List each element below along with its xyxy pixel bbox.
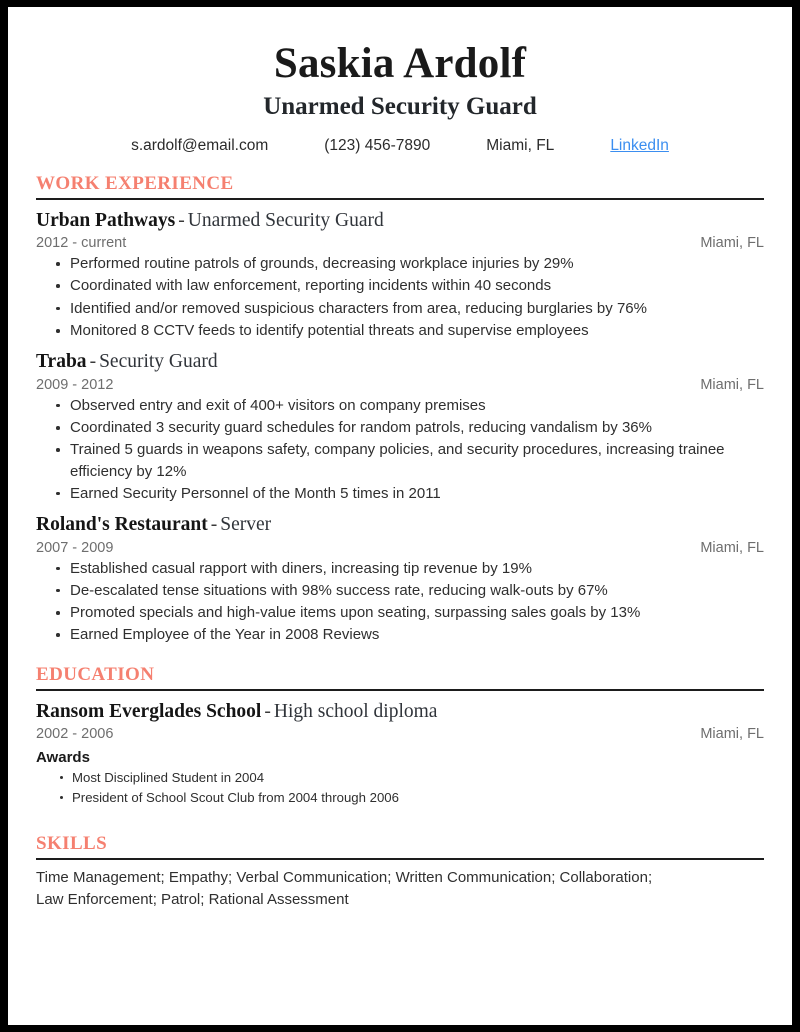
- work-entry: [36, 209, 764, 342]
- entry-bullet-list: [36, 395, 764, 504]
- entry-location: Miami, FL: [700, 726, 764, 743]
- bullet-item: President of School Scout Club from 2004 through 2006: [36, 788, 764, 807]
- entry-dates: 2007 - 2009: [36, 539, 114, 556]
- bullet-item: Established casual rapport with diners, increasing tip revenue by 19%: [36, 558, 764, 579]
- entry-dates: 2002 - 2006: [36, 726, 114, 743]
- bullet-item: Trained 5 guards in weapons safety, company policies, and security procedures, increasing trainee efficiency by 12%: [36, 439, 764, 482]
- entry-separator: -: [264, 700, 271, 722]
- entry-title-line: [36, 350, 764, 373]
- contact-email[interactable]: s.ardolf@email.com: [131, 136, 269, 154]
- education-entry: [36, 700, 764, 808]
- section-work-experience: [36, 173, 764, 646]
- entry-meta: [36, 540, 764, 556]
- bullet-item: Earned Security Personnel of the Month 5 times in 2011: [36, 483, 764, 504]
- contact-phone: (123) 456-7890: [324, 136, 431, 154]
- work-entry: [36, 513, 764, 646]
- work-entry: [36, 350, 764, 504]
- entry-meta: [36, 726, 764, 742]
- awards-sub-heading: Awards: [36, 749, 90, 767]
- awards-bullet-list: [36, 768, 764, 807]
- bullet-item: Promoted specials and high-value items upon seating, surpassing sales goals by 13%: [36, 602, 764, 623]
- bullet-item: Observed entry and exit of 400+ visitors on company premises: [36, 395, 764, 416]
- entry-dates: 2009 - 2012: [36, 376, 114, 393]
- entry-title-line: [36, 209, 764, 232]
- section-rule-education: [36, 689, 764, 691]
- bullet-item: Identified and/or removed suspicious characters from area, reducing burglaries by 76%: [36, 298, 764, 319]
- entry-bullet-list: [36, 253, 764, 341]
- entry-role: Unarmed Security Guard: [187, 209, 384, 231]
- section-education: [36, 664, 764, 808]
- bullet-item: Most Disciplined Student in 2004: [36, 768, 764, 787]
- entry-bullet-list: [36, 558, 764, 646]
- section-title-skills: SKILLS: [36, 833, 108, 855]
- entry-role: Server: [220, 514, 272, 536]
- candidate-name: Saskia Ardolf: [273, 40, 527, 87]
- resume-page: [8, 7, 792, 1025]
- entry-location: Miami, FL: [700, 539, 764, 556]
- bullet-item: Coordinated with law enforcement, reporting incidents within 40 seconds: [36, 275, 764, 296]
- entry-separator: -: [89, 351, 97, 373]
- section-skills: [36, 833, 764, 911]
- entry-separator: -: [178, 209, 185, 231]
- skills-list-text: Time Management; Empathy; Verbal Communication; Written Communication; Collaboration; Law Enforcement; Patrol; Rational Assessment: [36, 869, 653, 909]
- entry-degree: High school diploma: [273, 700, 438, 722]
- section-rule-skills: [36, 858, 764, 860]
- entry-organization: Roland's Restaurant: [36, 514, 208, 536]
- entry-separator: -: [210, 514, 218, 536]
- entry-meta: [36, 235, 764, 251]
- entry-meta: [36, 377, 764, 393]
- contact-location: Miami, FL: [486, 136, 555, 154]
- section-title-work: WORK EXPERIENCE: [36, 172, 234, 194]
- contact-row: [36, 137, 764, 155]
- entry-location: Miami, FL: [700, 376, 764, 393]
- entry-organization: Ransom Everglades School: [36, 700, 262, 722]
- contact-linkedin-link[interactable]: LinkedIn: [610, 136, 669, 154]
- bullet-item: Monitored 8 CCTV feeds to identify potential threats and supervise employees: [36, 320, 764, 341]
- resume-header: [36, 7, 764, 155]
- entry-organization: Urban Pathways: [36, 209, 176, 231]
- section-rule-work: [36, 198, 764, 200]
- section-title-education: EDUCATION: [36, 663, 155, 685]
- bullet-item: Performed routine patrols of grounds, decreasing workplace injuries by 29%: [36, 253, 764, 274]
- entry-role: Security Guard: [99, 351, 218, 373]
- entry-organization: Traba: [36, 351, 87, 373]
- bullet-item: Coordinated 3 security guard schedules for random patrols, reducing vandalism by 36%: [36, 417, 764, 438]
- entry-location: Miami, FL: [700, 235, 764, 252]
- entry-title-line: [36, 700, 764, 723]
- bullet-item: Earned Employee of the Year in 2008 Reviews: [36, 624, 764, 645]
- candidate-headline: Unarmed Security Guard: [263, 93, 537, 121]
- bullet-item: De-escalated tense situations with 98% success rate, reducing walk-outs by 67%: [36, 580, 764, 601]
- entry-dates: 2012 - current: [36, 235, 127, 252]
- entry-title-line: [36, 513, 764, 536]
